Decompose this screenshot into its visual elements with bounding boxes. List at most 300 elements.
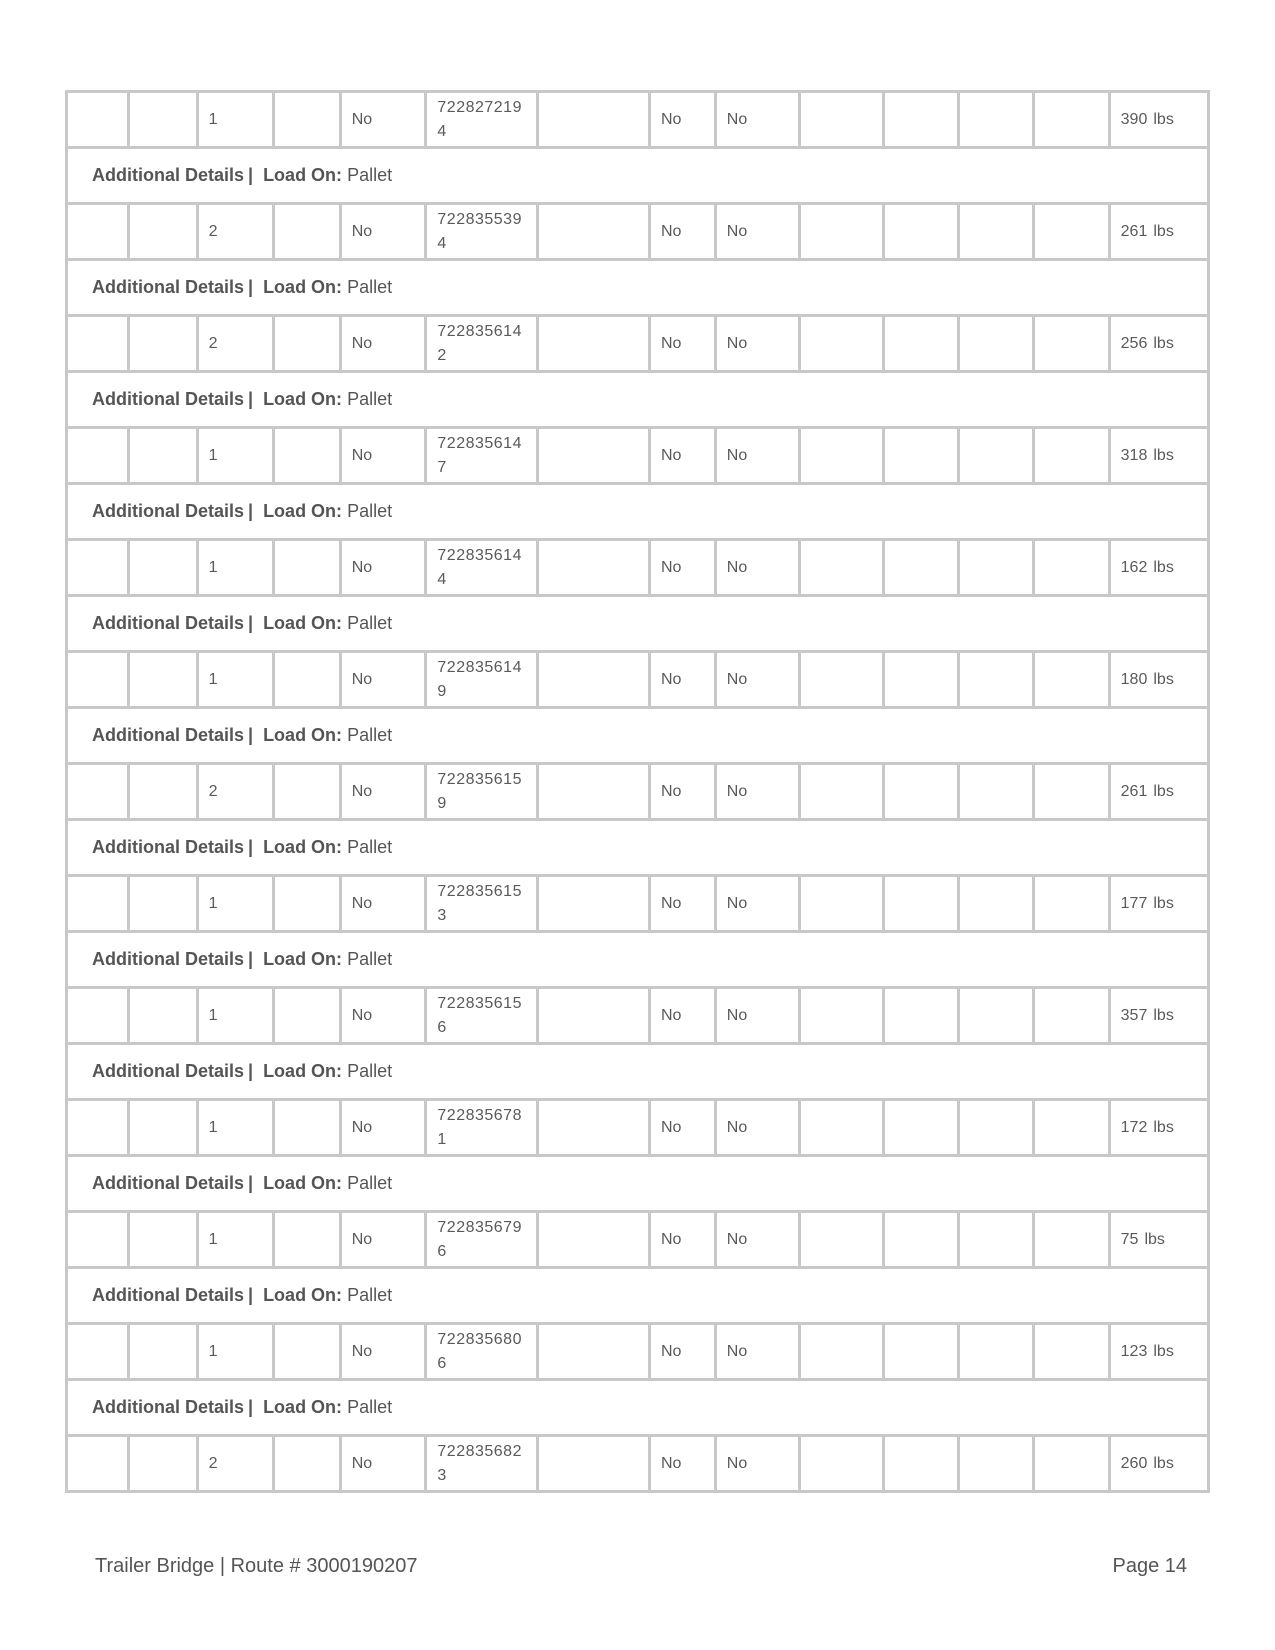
cell-hazmat: No	[340, 1436, 426, 1492]
cell-empty	[538, 204, 650, 260]
cell-flag-b: No	[715, 1436, 800, 1492]
cell-empty	[273, 876, 340, 932]
weight-unit: lbs	[1153, 1454, 1174, 1472]
weight-unit: lbs	[1153, 558, 1174, 576]
cell-empty	[273, 988, 340, 1044]
cell-empty	[273, 540, 340, 596]
cell-empty	[1034, 204, 1109, 260]
details-separator: |	[248, 837, 254, 857]
table-row	[67, 428, 1209, 484]
cell-empty	[1034, 876, 1109, 932]
cell-hazmat: No	[340, 1100, 426, 1156]
cell-empty	[538, 1100, 650, 1156]
cell-empty	[273, 316, 340, 372]
cell-empty	[884, 764, 959, 820]
cell-tracking-number-text: 7228356153	[437, 882, 522, 924]
weight-value: 260	[1120, 1454, 1148, 1472]
cell-empty	[273, 1436, 340, 1492]
additional-details-cell	[67, 1268, 1209, 1324]
cell-empty	[884, 1324, 959, 1380]
cell-empty	[67, 92, 129, 148]
cell-quantity: 1	[197, 876, 273, 932]
weight-unit: lbs	[1153, 1118, 1174, 1136]
cell-empty	[128, 1324, 197, 1380]
cell-quantity: 1	[197, 428, 273, 484]
table-row	[67, 876, 1209, 932]
cell-empty	[1034, 428, 1109, 484]
cell-weight	[1109, 1436, 1208, 1492]
cell-hazmat: No	[340, 316, 426, 372]
cell-flag-b: No	[715, 764, 800, 820]
weight-value: 256	[1120, 334, 1148, 352]
cell-tracking-number	[426, 1212, 538, 1268]
cell-empty	[273, 428, 340, 484]
cell-empty	[538, 540, 650, 596]
cell-empty	[800, 1324, 884, 1380]
cell-empty	[959, 876, 1034, 932]
details-separator: |	[248, 501, 254, 521]
cell-empty	[884, 204, 959, 260]
cell-flag-b: No	[715, 428, 800, 484]
cell-empty	[959, 1324, 1034, 1380]
details-separator: |	[248, 613, 254, 633]
cell-empty	[128, 764, 197, 820]
table-row	[67, 1324, 1209, 1380]
cell-empty	[800, 1100, 884, 1156]
cell-tracking-number-text: 7228356781	[437, 1106, 522, 1148]
additional-details-cell	[67, 708, 1209, 764]
weight-value: 177	[1120, 894, 1148, 912]
cell-empty	[67, 988, 129, 1044]
load-on-value: Pallet	[347, 165, 393, 185]
cell-empty	[273, 1212, 340, 1268]
cell-flag-a: No	[649, 1212, 715, 1268]
cell-flag-b: No	[715, 652, 800, 708]
cell-empty	[959, 988, 1034, 1044]
load-on-value: Pallet	[347, 1285, 393, 1305]
cell-hazmat: No	[340, 1212, 426, 1268]
cell-tracking-number-text: 7228356142	[437, 322, 522, 364]
cell-empty	[128, 428, 197, 484]
cell-empty	[884, 1212, 959, 1268]
cell-flag-a: No	[649, 540, 715, 596]
cell-empty	[800, 428, 884, 484]
additional-details-row	[67, 484, 1209, 540]
additional-details-row	[67, 932, 1209, 988]
cell-tracking-number-text: 7228356823	[437, 1442, 522, 1484]
cell-tracking-number	[426, 204, 538, 260]
additional-details-label: Additional Details	[92, 1285, 245, 1305]
details-separator: |	[248, 725, 254, 745]
cell-flag-a: No	[649, 1324, 715, 1380]
cell-empty	[884, 876, 959, 932]
additional-details-label: Additional Details	[92, 277, 245, 297]
cell-empty	[959, 540, 1034, 596]
cell-weight	[1109, 428, 1208, 484]
cell-empty	[128, 1212, 197, 1268]
table-row	[67, 1436, 1209, 1492]
cell-weight	[1109, 1100, 1208, 1156]
cell-quantity: 1	[197, 92, 273, 148]
cell-quantity: 1	[197, 1212, 273, 1268]
cell-tracking-number-text: 7228356796	[437, 1218, 522, 1260]
cell-flag-a: No	[649, 652, 715, 708]
additional-details-row	[67, 1044, 1209, 1100]
cell-empty	[959, 1436, 1034, 1492]
load-on-label: Load On:	[263, 1397, 343, 1417]
cell-hazmat: No	[340, 540, 426, 596]
cell-empty	[1034, 652, 1109, 708]
cell-empty	[959, 764, 1034, 820]
table-row	[67, 92, 1209, 148]
weight-unit: lbs	[1153, 110, 1174, 128]
table-row	[67, 540, 1209, 596]
load-on-label: Load On:	[263, 837, 343, 857]
load-on-value: Pallet	[347, 1061, 393, 1081]
cell-empty	[67, 764, 129, 820]
cell-tracking-number	[426, 988, 538, 1044]
details-separator: |	[248, 1061, 254, 1081]
cell-empty	[800, 92, 884, 148]
additional-details-cell	[67, 148, 1209, 204]
details-separator: |	[248, 165, 254, 185]
cell-flag-a: No	[649, 764, 715, 820]
cell-empty	[884, 316, 959, 372]
additional-details-cell	[67, 372, 1209, 428]
cell-empty	[1034, 92, 1109, 148]
additional-details-label: Additional Details	[92, 837, 245, 857]
cell-tracking-number	[426, 1324, 538, 1380]
cell-empty	[67, 876, 129, 932]
cell-empty	[800, 652, 884, 708]
cell-empty	[538, 1324, 650, 1380]
cell-empty	[800, 764, 884, 820]
table-row	[67, 1212, 1209, 1268]
cell-empty	[538, 1212, 650, 1268]
cell-empty	[67, 204, 129, 260]
cell-hazmat: No	[340, 652, 426, 708]
load-on-label: Load On:	[263, 613, 343, 633]
cell-hazmat: No	[340, 92, 426, 148]
cell-empty	[1034, 316, 1109, 372]
shipment-items-table	[65, 90, 1210, 1493]
cell-empty	[1034, 1100, 1109, 1156]
cell-quantity: 2	[197, 1436, 273, 1492]
cell-empty	[67, 540, 129, 596]
load-on-label: Load On:	[263, 725, 343, 745]
cell-empty	[1034, 1436, 1109, 1492]
cell-tracking-number	[426, 1100, 538, 1156]
load-on-value: Pallet	[347, 1397, 393, 1417]
cell-empty	[884, 652, 959, 708]
cell-tracking-number-text: 7228356147	[437, 434, 522, 476]
cell-empty	[884, 988, 959, 1044]
additional-details-row	[67, 1380, 1209, 1436]
cell-flag-b: No	[715, 316, 800, 372]
cell-empty	[884, 1436, 959, 1492]
cell-empty	[128, 1100, 197, 1156]
weight-value: 318	[1120, 446, 1148, 464]
cell-quantity: 2	[197, 204, 273, 260]
table-row	[67, 316, 1209, 372]
table-row	[67, 652, 1209, 708]
additional-details-cell	[67, 596, 1209, 652]
cell-empty	[67, 1100, 129, 1156]
cell-empty	[800, 316, 884, 372]
cell-empty	[273, 204, 340, 260]
cell-hazmat: No	[340, 876, 426, 932]
cell-flag-b: No	[715, 1100, 800, 1156]
additional-details-cell	[67, 932, 1209, 988]
footer-page-number: Page 14	[1112, 1555, 1187, 1577]
details-separator: |	[248, 1285, 254, 1305]
cell-empty	[67, 428, 129, 484]
cell-tracking-number	[426, 1436, 538, 1492]
cell-empty	[959, 652, 1034, 708]
cell-empty	[884, 428, 959, 484]
cell-flag-a: No	[649, 316, 715, 372]
cell-empty	[1034, 1212, 1109, 1268]
additional-details-label: Additional Details	[92, 1173, 245, 1193]
load-on-label: Load On:	[263, 277, 343, 297]
cell-empty	[128, 988, 197, 1044]
cell-weight	[1109, 1212, 1208, 1268]
cell-empty	[884, 1100, 959, 1156]
details-separator: |	[248, 1173, 254, 1193]
cell-quantity: 2	[197, 764, 273, 820]
load-on-value: Pallet	[347, 389, 393, 409]
cell-empty	[884, 92, 959, 148]
additional-details-row	[67, 260, 1209, 316]
additional-details-label: Additional Details	[92, 389, 245, 409]
cell-empty	[800, 1436, 884, 1492]
load-on-label: Load On:	[263, 949, 343, 969]
cell-tracking-number-text: 7228356156	[437, 994, 522, 1036]
weight-value: 180	[1120, 670, 1148, 688]
cell-empty	[67, 1436, 129, 1492]
cell-weight	[1109, 316, 1208, 372]
additional-details-row	[67, 596, 1209, 652]
weight-value: 162	[1120, 558, 1148, 576]
cell-quantity: 1	[197, 652, 273, 708]
cell-empty	[1034, 1324, 1109, 1380]
footer-route-info: Trailer Bridge | Route # 3000190207	[95, 1555, 418, 1577]
cell-empty	[128, 316, 197, 372]
cell-quantity: 2	[197, 316, 273, 372]
cell-empty	[273, 764, 340, 820]
weight-unit: lbs	[1153, 446, 1174, 464]
additional-details-cell	[67, 484, 1209, 540]
additional-details-label: Additional Details	[92, 613, 245, 633]
details-separator: |	[248, 949, 254, 969]
additional-details-label: Additional Details	[92, 949, 245, 969]
cell-flag-a: No	[649, 988, 715, 1044]
weight-value: 261	[1120, 222, 1148, 240]
cell-tracking-number-text: 7228356159	[437, 770, 522, 812]
table-row	[67, 988, 1209, 1044]
cell-quantity: 1	[197, 988, 273, 1044]
load-on-value: Pallet	[347, 277, 393, 297]
cell-quantity: 1	[197, 1324, 273, 1380]
cell-empty	[800, 204, 884, 260]
cell-empty	[538, 92, 650, 148]
cell-empty	[128, 652, 197, 708]
details-separator: |	[248, 1397, 254, 1417]
cell-hazmat: No	[340, 1324, 426, 1380]
cell-tracking-number-text: 7228272194	[437, 98, 522, 140]
additional-details-label: Additional Details	[92, 165, 245, 185]
cell-tracking-number-text: 7228355394	[437, 210, 522, 252]
cell-empty	[128, 1436, 197, 1492]
details-separator: |	[248, 389, 254, 409]
weight-unit: lbs	[1153, 1342, 1174, 1360]
cell-flag-b: No	[715, 876, 800, 932]
additional-details-label: Additional Details	[92, 501, 245, 521]
cell-empty	[67, 316, 129, 372]
additional-details-cell	[67, 260, 1209, 316]
cell-empty	[800, 876, 884, 932]
cell-weight	[1109, 92, 1208, 148]
cell-empty	[959, 204, 1034, 260]
cell-flag-a: No	[649, 1100, 715, 1156]
cell-empty	[538, 988, 650, 1044]
weight-value: 261	[1120, 782, 1148, 800]
cell-empty	[67, 652, 129, 708]
cell-hazmat: No	[340, 204, 426, 260]
cell-empty	[800, 1212, 884, 1268]
cell-weight	[1109, 876, 1208, 932]
load-on-label: Load On:	[263, 501, 343, 521]
additional-details-label: Additional Details	[92, 725, 245, 745]
table-row	[67, 764, 1209, 820]
cell-weight	[1109, 540, 1208, 596]
additional-details-row	[67, 708, 1209, 764]
cell-empty	[959, 428, 1034, 484]
cell-empty	[273, 1324, 340, 1380]
cell-tracking-number	[426, 764, 538, 820]
cell-tracking-number-text: 7228356149	[437, 658, 522, 700]
weight-unit: lbs	[1153, 1006, 1174, 1024]
cell-flag-a: No	[649, 204, 715, 260]
cell-empty	[128, 204, 197, 260]
weight-value: 123	[1120, 1342, 1148, 1360]
cell-empty	[538, 876, 650, 932]
cell-empty	[1034, 988, 1109, 1044]
cell-empty	[128, 876, 197, 932]
cell-empty	[67, 1324, 129, 1380]
cell-flag-b: No	[715, 988, 800, 1044]
cell-tracking-number	[426, 540, 538, 596]
cell-weight	[1109, 764, 1208, 820]
load-on-value: Pallet	[347, 501, 393, 521]
additional-details-row	[67, 820, 1209, 876]
load-on-value: Pallet	[347, 837, 393, 857]
weight-unit: lbs	[1144, 1230, 1165, 1248]
additional-details-row	[67, 148, 1209, 204]
cell-flag-b: No	[715, 204, 800, 260]
cell-tracking-number	[426, 428, 538, 484]
details-separator: |	[248, 277, 254, 297]
weight-value: 357	[1120, 1006, 1148, 1024]
cell-empty	[1034, 764, 1109, 820]
cell-weight	[1109, 988, 1208, 1044]
cell-weight	[1109, 652, 1208, 708]
load-on-label: Load On:	[263, 1061, 343, 1081]
cell-tracking-number	[426, 652, 538, 708]
weight-unit: lbs	[1153, 782, 1174, 800]
weight-unit: lbs	[1153, 222, 1174, 240]
cell-flag-a: No	[649, 1436, 715, 1492]
weight-unit: lbs	[1153, 334, 1174, 352]
load-on-label: Load On:	[263, 165, 343, 185]
load-on-value: Pallet	[347, 613, 393, 633]
cell-empty	[959, 1100, 1034, 1156]
cell-empty	[128, 92, 197, 148]
cell-empty	[538, 428, 650, 484]
table-row	[67, 204, 1209, 260]
cell-empty	[959, 316, 1034, 372]
cell-tracking-number-text: 7228356144	[437, 546, 522, 588]
cell-empty	[273, 92, 340, 148]
cell-empty	[538, 316, 650, 372]
cell-flag-b: No	[715, 1212, 800, 1268]
weight-value: 172	[1120, 1118, 1148, 1136]
cell-empty	[538, 1436, 650, 1492]
cell-empty	[273, 1100, 340, 1156]
cell-empty	[67, 1212, 129, 1268]
load-on-value: Pallet	[347, 725, 393, 745]
additional-details-cell	[67, 820, 1209, 876]
cell-tracking-number	[426, 316, 538, 372]
cell-empty	[538, 652, 650, 708]
cell-empty	[959, 1212, 1034, 1268]
additional-details-row	[67, 372, 1209, 428]
cell-empty	[800, 540, 884, 596]
cell-empty	[959, 92, 1034, 148]
cell-weight	[1109, 204, 1208, 260]
load-on-label: Load On:	[263, 1285, 343, 1305]
cell-quantity: 1	[197, 540, 273, 596]
weight-value: 390	[1120, 110, 1148, 128]
additional-details-label: Additional Details	[92, 1061, 245, 1081]
cell-empty	[884, 540, 959, 596]
weight-value: 75	[1120, 1230, 1139, 1248]
additional-details-cell	[67, 1380, 1209, 1436]
table-body	[67, 92, 1209, 1492]
cell-flag-b: No	[715, 1324, 800, 1380]
cell-quantity: 1	[197, 1100, 273, 1156]
additional-details-label: Additional Details	[92, 1397, 245, 1417]
cell-empty	[538, 764, 650, 820]
table-row	[67, 1100, 1209, 1156]
cell-flag-b: No	[715, 92, 800, 148]
cell-empty	[128, 540, 197, 596]
cell-flag-a: No	[649, 92, 715, 148]
additional-details-row	[67, 1156, 1209, 1212]
cell-empty	[800, 988, 884, 1044]
additional-details-cell	[67, 1156, 1209, 1212]
load-on-label: Load On:	[263, 1173, 343, 1193]
cell-flag-b: No	[715, 540, 800, 596]
additional-details-cell	[67, 1044, 1209, 1100]
cell-weight	[1109, 1324, 1208, 1380]
additional-details-row	[67, 1268, 1209, 1324]
cell-tracking-number-text: 7228356806	[437, 1330, 522, 1372]
load-on-value: Pallet	[347, 949, 393, 969]
cell-tracking-number	[426, 92, 538, 148]
cell-empty	[273, 652, 340, 708]
cell-flag-a: No	[649, 428, 715, 484]
